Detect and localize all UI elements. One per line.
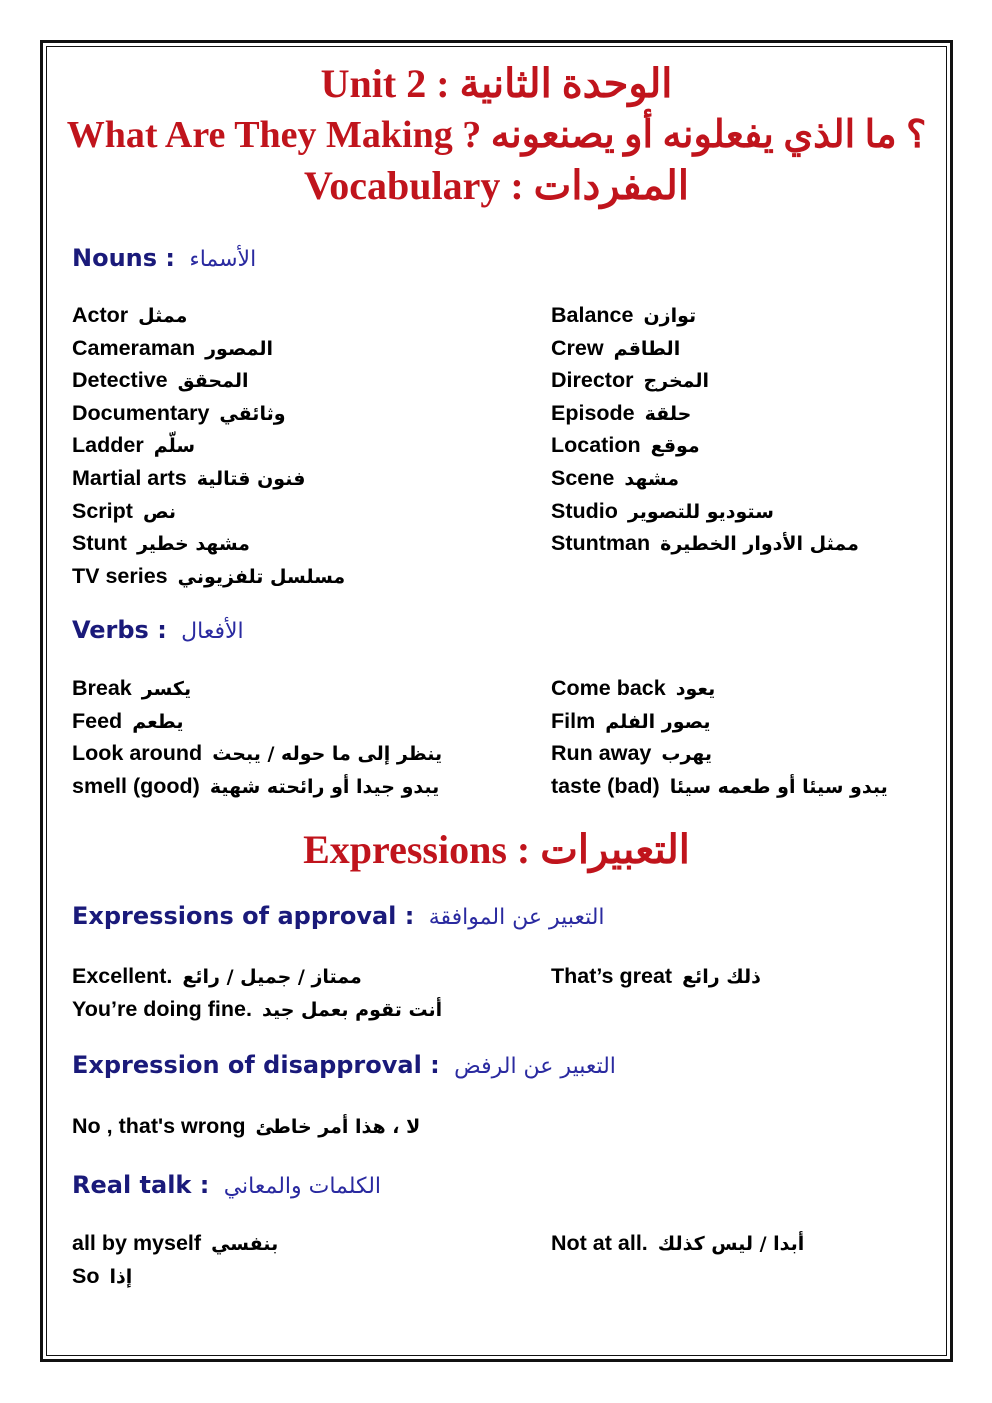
vocab-entry <box>551 299 859 332</box>
vocab-entry <box>551 364 859 397</box>
vocab-arabic: المخرج <box>643 370 710 393</box>
vocab-english: So <box>72 1263 100 1288</box>
approval-left-column <box>72 960 442 1025</box>
vocab-arabic: نص <box>142 500 176 523</box>
vocab-entry <box>551 1227 804 1260</box>
vocab-arabic: ممثل الأدوار الخطيرة <box>660 533 859 556</box>
vocab-entry <box>72 462 345 495</box>
vocab-english: Documentary <box>72 400 210 425</box>
approval-heading <box>72 902 605 930</box>
vocab-english: Cameraman <box>72 335 196 360</box>
vocab-arabic: موقع <box>650 435 700 458</box>
expressions-title: Expressions : التعبيرات <box>303 827 690 872</box>
vocab-arabic: الطاقم <box>613 337 681 360</box>
vocab-entry <box>72 960 442 993</box>
vocab-english: Film <box>551 708 596 733</box>
vocab-arabic: ممتاز / جميل / رائع <box>182 966 362 988</box>
vocab-arabic: مشهد خطير <box>136 533 250 556</box>
vocab-arabic: أنت تقوم بعمل جيد <box>261 998 443 1021</box>
vocab-entry <box>72 993 442 1026</box>
vocab-english: No , that's wrong <box>72 1114 246 1138</box>
vocab-english: Not at all. <box>551 1231 648 1255</box>
vocab-arabic: المصور <box>205 337 274 360</box>
nouns-heading <box>72 244 256 272</box>
verbs-heading-label: Verbs : <box>72 616 167 644</box>
vocab-english: Studio <box>551 498 618 523</box>
vocab-english: Episode <box>551 400 635 425</box>
vocab-english: Ladder <box>72 433 144 458</box>
vocab-entry <box>72 364 345 397</box>
vocab-entry <box>551 495 859 528</box>
vocab-english: taste (bad) <box>551 773 660 798</box>
vocab-arabic: يبدو جيدا أو رائحته شهية <box>209 775 440 798</box>
vocab-entry <box>72 737 442 770</box>
vocab-arabic: مشهد <box>624 467 679 490</box>
approval-heading-arabic: التعبير عن الموافقة <box>428 905 605 930</box>
disapproval-heading <box>72 1051 616 1079</box>
vocab-entry <box>551 429 859 462</box>
vocab-arabic: مسلسل تلفزيوني <box>177 565 346 588</box>
nouns-heading-arabic: الأسماء <box>189 247 257 272</box>
vocab-english: Stuntman <box>551 531 651 556</box>
vocab-arabic: يبدو سيئا أو طعمه سيئا <box>669 775 888 798</box>
vocab-english: Feed <box>72 708 123 733</box>
verbs-heading-arabic: الأفعال <box>181 619 244 644</box>
vocab-entry <box>72 1260 278 1293</box>
vocab-arabic: وثائقي <box>219 402 286 425</box>
vocab-english: Break <box>72 676 132 700</box>
vocab-entry <box>551 332 859 365</box>
vocab-entry <box>72 1110 420 1143</box>
vocab-entry <box>551 737 888 770</box>
vocab-english: Director <box>551 368 634 393</box>
vocabulary-title: Vocabulary : المفردات <box>304 163 689 208</box>
vocab-entry <box>551 462 859 495</box>
vocab-arabic: حلقة <box>644 402 692 425</box>
vocab-arabic: ينظر إلى ما حوله / يبحث <box>212 743 443 766</box>
approval-right-column <box>551 960 761 993</box>
verbs-right-column <box>551 672 888 802</box>
unit-title: Unit 2 : الوحدة الثانية <box>320 61 673 106</box>
vocab-arabic: سلّم <box>153 435 196 458</box>
vocab-arabic: يهرب <box>661 743 712 766</box>
vocab-entry <box>72 672 442 705</box>
vocab-entry <box>72 560 345 593</box>
vocab-arabic: أبدا / ليس كذلك <box>657 1233 805 1255</box>
vocab-english: Actor <box>72 303 129 327</box>
vocab-arabic: يكسر <box>141 678 192 700</box>
vocab-arabic: بنفسي <box>211 1233 279 1255</box>
verbs-heading <box>72 616 244 644</box>
vocab-entry <box>72 332 345 365</box>
vocab-english: Balance <box>551 303 634 327</box>
vocab-english: Run away <box>551 741 652 766</box>
nouns-right-column <box>551 299 859 560</box>
vocab-english: Come back <box>551 676 666 700</box>
nouns-left-column <box>72 299 345 592</box>
disapproval-heading-label: Expression of disapproval : <box>72 1051 440 1079</box>
vocab-english: You’re doing fine. <box>72 996 252 1021</box>
vocab-entry <box>551 770 888 803</box>
vocab-entry <box>72 495 345 528</box>
vocab-entry <box>72 397 345 430</box>
vocab-arabic: إذا <box>109 1265 133 1288</box>
vocab-entry <box>72 705 442 738</box>
vocab-english: Look around <box>72 741 203 766</box>
vocab-arabic: توازن <box>643 305 697 327</box>
vocab-english: Script <box>72 498 133 523</box>
vocab-english: all by myself <box>72 1231 202 1255</box>
vocab-entry <box>551 960 761 993</box>
vocab-entry <box>551 527 859 560</box>
vocab-entry <box>72 770 442 803</box>
vocab-english: Scene <box>551 465 615 490</box>
vocab-arabic: يطعم <box>132 710 184 733</box>
vocab-english: smell (good) <box>72 773 200 798</box>
vocab-english: TV series <box>72 563 168 588</box>
realtalk-heading <box>72 1171 381 1199</box>
vocab-entry <box>72 429 345 462</box>
unit-question: What Are They Making ? ؟ ما الذي يفعلونه أو يصنعونه <box>66 114 927 156</box>
vocab-arabic: يصور الفلم <box>605 710 711 733</box>
vocab-english: Stunt <box>72 531 127 556</box>
vocab-arabic: المحقق <box>177 370 249 393</box>
vocab-english: Crew <box>551 335 604 360</box>
vocab-arabic: ستوديو للتصوير <box>627 500 774 523</box>
vocab-arabic: يعود <box>675 678 716 700</box>
vocab-entry <box>551 705 888 738</box>
verbs-left-column <box>72 672 442 802</box>
vocab-english: Detective <box>72 368 168 393</box>
disapproval-heading-arabic: التعبير عن الرفض <box>454 1054 616 1079</box>
vocab-entry <box>551 672 888 705</box>
vocab-arabic: فنون قتالية <box>196 467 306 490</box>
vocab-entry <box>72 527 345 560</box>
approval-heading-label: Expressions of approval : <box>72 902 415 930</box>
vocab-arabic: ممثل <box>138 305 188 327</box>
vocab-english: Location <box>551 433 641 458</box>
vocab-english: That’s great <box>551 964 673 988</box>
vocab-entry <box>72 299 345 332</box>
realtalk-right-column <box>551 1227 804 1260</box>
vocab-arabic: لا ، هذا أمر خاطئ <box>255 1116 421 1138</box>
vocab-english: Martial arts <box>72 465 187 490</box>
vocab-entry <box>551 397 859 430</box>
vocab-english: Excellent. <box>72 964 173 988</box>
realtalk-heading-arabic: الكلمات والمعاني <box>223 1174 382 1199</box>
disapproval-left-column <box>72 1110 420 1143</box>
realtalk-left-column <box>72 1227 278 1292</box>
nouns-heading-label: Nouns : <box>72 244 175 272</box>
vocab-entry <box>72 1227 278 1260</box>
realtalk-heading-label: Real talk : <box>72 1171 210 1199</box>
vocab-arabic: ذلك رائع <box>682 966 761 988</box>
